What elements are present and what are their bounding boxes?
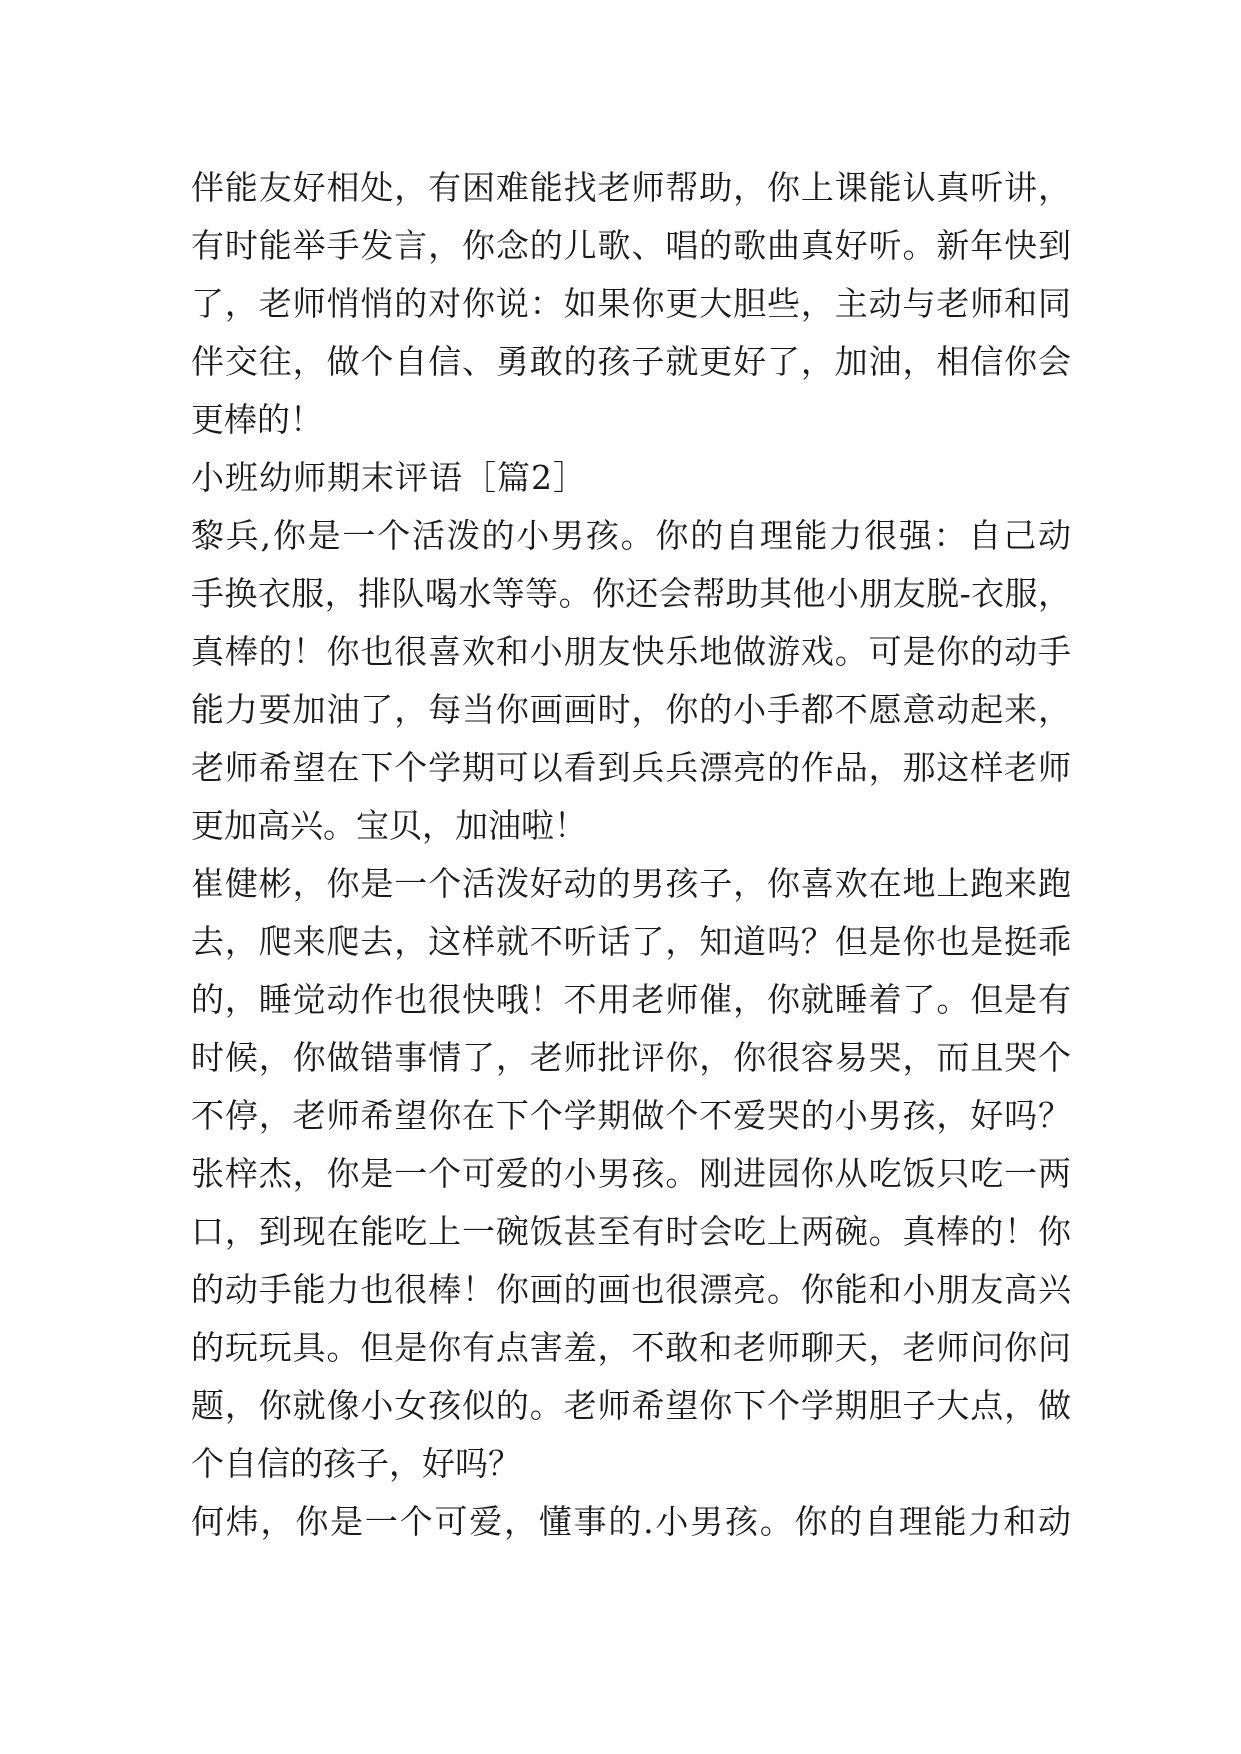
text-line: 何炜，你是一个可爱，懂事的.小男孩。你的自理能力和动 <box>191 1502 1071 1541</box>
text-line: 手换衣服，排队喝水等等。你还会帮助其他小朋友脱-衣服， <box>191 574 1071 613</box>
text-line: 的玩玩具。但是你有点害羞，不敢和老师聊天，老师问你问 <box>191 1328 1071 1367</box>
text-line: 的，睡觉动作也很快哦！不用老师催，你就睡着了。但是有 <box>191 980 1071 1019</box>
text-line: 不停，老师希望你在下个学期做个不爱哭的小男孩，好吗？ <box>191 1096 1071 1135</box>
text-line: 的动手能力也很棒！你画的画也很漂亮。你能和小朋友高兴 <box>191 1270 1071 1309</box>
heading-text: 小班幼师期末评语［篇2］ <box>191 458 587 497</box>
paragraph-comment-li-bing <box>191 507 1071 855</box>
text-line: 伴能友好相处，有困难能找老师帮助，你上课能认真听讲， <box>191 168 1071 207</box>
text-line: 伴交往，做个自信、勇敢的孩子就更好了，加油，相信你会 <box>191 342 1071 381</box>
section-heading <box>191 449 1071 507</box>
document-body <box>191 159 1071 1551</box>
text-line: 题，你就像小女孩似的。老师希望你下个学期胆子大点，做 <box>191 1386 1071 1425</box>
paragraph-comment-he-wei <box>191 1493 1071 1551</box>
paragraph-comment-zhang-zijie <box>191 1145 1071 1493</box>
text-line: 更棒的！ <box>191 400 323 439</box>
text-line: 老师希望在下个学期可以看到兵兵漂亮的作品，那这样老师 <box>191 748 1071 787</box>
text-line: 黎兵,你是一个活泼的小男孩。你的自理能力很强：自己动 <box>191 516 1071 555</box>
text-line: 真棒的！你也很喜欢和小朋友快乐地做游戏。可是你的动手 <box>191 632 1071 671</box>
text-line: 时候，你做错事情了，老师批评你，你很容易哭，而且哭个 <box>191 1038 1071 1077</box>
text-line: 口，到现在能吃上一碗饭甚至有时会吃上两碗。真棒的！你 <box>191 1212 1071 1251</box>
text-line: 个自信的孩子，好吗？ <box>191 1444 521 1483</box>
text-line: 崔健彬，你是一个活泼好动的男孩子，你喜欢在地上跑来跑 <box>191 864 1071 903</box>
text-line: 有时能举手发言，你念的儿歌、唱的歌曲真好听。新年快到 <box>191 226 1071 265</box>
text-line: 能力要加油了，每当你画画时，你的小手都不愿意动起来， <box>191 690 1071 729</box>
text-line: 更加高兴。宝贝，加油啦！ <box>191 806 587 845</box>
text-line: 去，爬来爬去，这样就不听话了，知道吗？但是你也是挺乖 <box>191 922 1071 961</box>
text-line: 了，老师悄悄的对你说：如果你更大胆些，主动与老师和同 <box>191 284 1071 323</box>
paragraph-intro <box>191 159 1071 449</box>
text-line: 张梓杰，你是一个可爱的小男孩。刚进园你从吃饭只吃一两 <box>191 1154 1071 1193</box>
paragraph-comment-cui-jianbin <box>191 855 1071 1145</box>
